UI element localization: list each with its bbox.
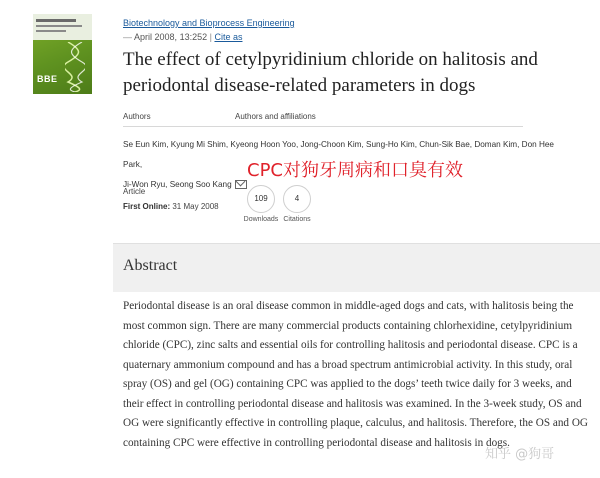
- abstract-text: Periodontal disease is an oral disease common in middle-aged dogs and cats, with halitosis being the most common sign. There are many commercial products containing chlorhexidine, cetylpyridinium chloride (CPC), zinc salts and essential oils for controlling halitosis and periodontal disease. CPC is a quaternary ammonium compound and has a broad spectrum antimicrobial activity. In this study, oral spray (OS) and gel (OG) containing CPC was applied to the dogs’ teeth twice daily for 3 weeks, and their effect in controlling periodontal disease and halitosis was examined. In the 3-week study, OS and OG were significantly effective in controlling plaque, calculus, and halitosis. Therefore, the OS and OG containing CPC were effective in controlling periodontal disease and halitosis in dogs.: [123, 300, 588, 449]
- annotation-overlay-text: CPC对狗牙周病和口臭有效: [247, 160, 463, 181]
- cite-as-link[interactable]: Cite as: [214, 32, 243, 42]
- volume-info: 13:252: [179, 32, 208, 42]
- dna-helix-icon: [65, 42, 85, 92]
- article-meta: [123, 32, 242, 42]
- article-title: The effect of cetylpyridinium chloride on halitosis and periodontal disease-related parameters in dogs: [123, 49, 538, 96]
- first-online-date: 31 May 2008: [172, 202, 219, 211]
- cover-title-line: [36, 25, 82, 27]
- cover-abbreviation: BBE: [37, 74, 58, 84]
- downloads-count: 109: [247, 185, 275, 213]
- author-line[interactable]: Ji-Won Ryu, Seong Soo Kang: [123, 180, 232, 189]
- downloads-metric: [241, 185, 281, 223]
- meta-separator: |: [209, 32, 212, 42]
- meta-separator: —: [123, 32, 135, 42]
- abstract-heading: Abstract: [123, 257, 178, 274]
- author-line[interactable]: Se Eun Kim, Kyung Mi Shim, Kyeong Hoon Yoo, Jong-Choon Kim, Sung-Ho Kim, Chun-Sik Bae, Doman Kim, Don Hee Park,: [123, 140, 554, 169]
- cover-title-line: [36, 19, 76, 22]
- first-online-label: First Online:: [123, 202, 171, 211]
- cover-header-band: [33, 14, 92, 40]
- journal-cover-image[interactable]: [33, 14, 92, 94]
- cover-title-line: [36, 30, 66, 32]
- citations-count[interactable]: 4: [283, 185, 311, 213]
- publication-date: April 2008,: [134, 32, 178, 42]
- citations-label: Citations: [283, 216, 311, 223]
- first-online: [123, 202, 219, 211]
- watermark: 知乎 @狗哥: [485, 447, 555, 462]
- author-tabs: [123, 110, 523, 128]
- tab-divider: [123, 126, 523, 127]
- article-type: Article: [123, 187, 146, 196]
- abstract-section-header: [113, 243, 600, 292]
- tab-authors[interactable]: Authors: [123, 112, 151, 121]
- tab-authors-affiliations[interactable]: Authors and affiliations: [235, 112, 316, 121]
- citations-metric[interactable]: [277, 185, 317, 223]
- journal-link[interactable]: Biotechnology and Bioprocess Engineering: [123, 18, 295, 28]
- downloads-label: Downloads: [243, 216, 279, 223]
